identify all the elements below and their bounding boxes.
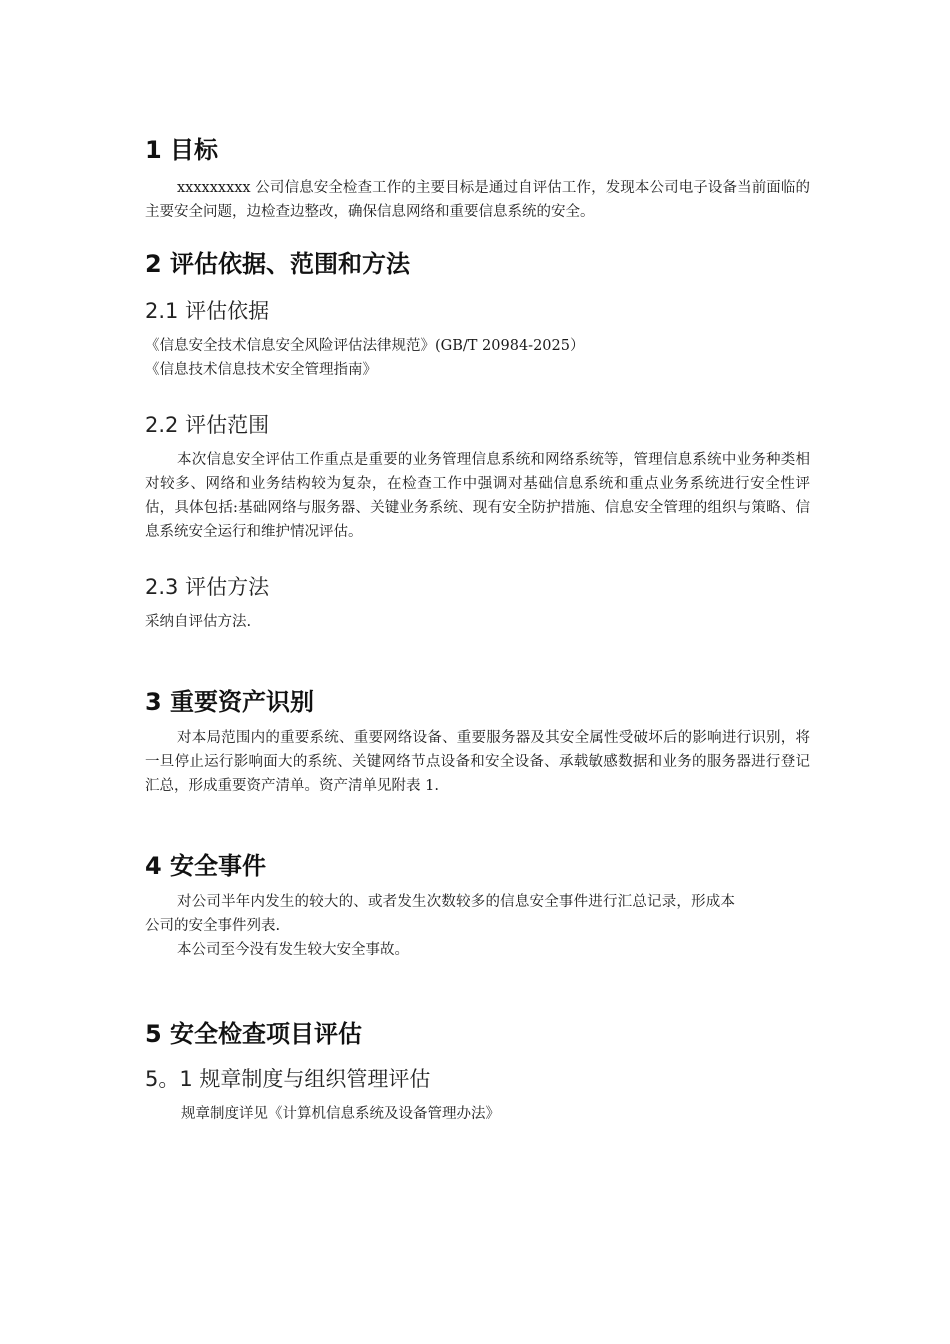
section-1-heading: 1 目标	[145, 136, 219, 164]
section-2-2-heading: 2.2 评估范围	[145, 413, 270, 437]
section-4-paragraph-2: 本公司至今没有发生较大安全事故。	[177, 942, 409, 958]
section-4-heading: 4 安全事件	[145, 852, 267, 880]
section-3-paragraph: 对本局范围内的重要系统、重要网络设备、重要服务器及其安全属性受破坏后的影响进行识别，将一旦停止运行影响面大的系统、关键网络节点设备和安全设备、承载敏感数据和业务的服务器进行登记汇总，形成重要资产清单。资产清单见附表 1.	[145, 730, 810, 794]
document-body	[145, 130, 810, 1126]
section-4-paragraph-1: 对公司半年内发生的较大的、或者发生次数较多的信息安全事件进行汇总记录，形成本公司的安全事件列表.	[145, 894, 735, 934]
section-2-2-paragraph: 本次信息安全评估工作重点是重要的业务管理信息系统和网络系统等，管理信息系统中业务种类相对较多、网络和业务结构较为复杂，在检查工作中强调对基础信息系统和重点业务系统进行安全性评估，具体包括:基础网络与服务器、关键业务系统、现有安全防护措施、信息安全管理的组织与策略、信息系统安全运行和维护情况评估。	[145, 452, 810, 540]
section-2-1-line-2: 《信息技术信息技术安全管理指南》	[145, 362, 377, 378]
section-2-3-heading: 2.3 评估方法	[145, 575, 270, 599]
section-2-3-line: 采纳自评估方法.	[145, 614, 252, 630]
section-3-heading: 3 重要资产识别	[145, 688, 315, 716]
section-5-1-paragraph: 规章制度详见《计算机信息系统及设备管理办法》	[181, 1106, 500, 1122]
section-2-heading: 2 评估依据、范围和方法	[145, 250, 411, 278]
section-5-heading: 5 安全检查项目评估	[145, 1020, 363, 1048]
section-2-1-line-1: 《信息安全技术信息安全风险评估法律规范》(GB/T 20984-2025）	[145, 338, 585, 354]
section-5-1-heading: 5。1 规章制度与组织管理评估	[145, 1067, 431, 1091]
section-2-1-heading: 2.1 评估依据	[145, 299, 270, 323]
section-1-paragraph: xxxxxxxxx 公司信息安全检查工作的主要目标是通过自评估工作，发现本公司电子设备当前面临的主要安全问题，边检查边整改，确保信息网络和重要信息系统的安全。	[145, 180, 810, 220]
